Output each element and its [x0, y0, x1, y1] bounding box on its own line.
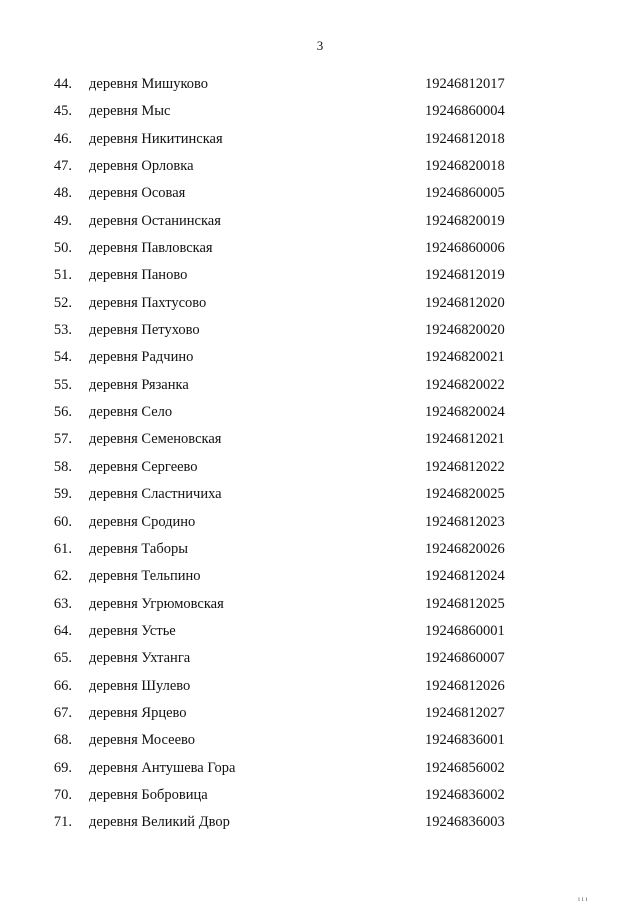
- item-number: 68.: [53, 732, 72, 749]
- list-item: [0, 700, 640, 727]
- settlement-name: деревня Ярцево: [89, 704, 187, 721]
- list-item: [0, 344, 640, 371]
- settlement-name: деревня Угрюмовская: [89, 595, 224, 612]
- oktmo-code: 19246856002: [425, 759, 505, 776]
- settlement-name: деревня Мишуково: [89, 76, 209, 92]
- oktmo-code: 19246812024: [425, 568, 505, 585]
- oktmo-code: 19246812019: [425, 267, 505, 284]
- list-item: [0, 71, 640, 98]
- list-item: [0, 426, 640, 453]
- settlement-name: деревня Таборы: [89, 540, 188, 557]
- settlement-name: деревня Рязанка: [89, 376, 189, 393]
- list-item: [0, 673, 640, 700]
- list-item: [0, 645, 640, 672]
- settlement-name: деревня Шулево: [89, 677, 191, 694]
- item-number: 64.: [53, 622, 72, 639]
- item-number: 46.: [53, 130, 72, 147]
- list-item: [0, 618, 640, 645]
- settlement-name: деревня Павловская: [89, 240, 213, 257]
- settlement-name: деревня Великий Двор: [89, 814, 230, 831]
- item-number: 44.: [53, 76, 72, 92]
- list-item: [0, 481, 640, 508]
- corner-marks: ı ı ı: [578, 895, 588, 903]
- oktmo-code: 19246820018: [425, 158, 505, 175]
- oktmo-code: 19246812018: [425, 130, 505, 147]
- settlement-name: деревня Петухово: [89, 322, 200, 339]
- settlement-name: деревня Осовая: [89, 185, 186, 202]
- settlement-name: деревня Паново: [89, 267, 188, 284]
- list-item: [0, 235, 640, 262]
- settlement-name: деревня Устье: [89, 622, 176, 639]
- item-number: 67.: [53, 704, 72, 721]
- settlement-name: деревня Мосеево: [89, 732, 196, 749]
- settlement-name: деревня Радчино: [89, 349, 194, 366]
- oktmo-code: 19246836002: [425, 786, 505, 803]
- item-number: 48.: [53, 185, 72, 202]
- settlement-name: деревня Останинская: [89, 212, 221, 229]
- oktmo-code: 19246860005: [425, 185, 505, 202]
- settlement-name: деревня Никитинская: [89, 130, 223, 147]
- oktmo-code: 19246812025: [425, 595, 505, 612]
- settlement-name: деревня Мыс: [89, 103, 171, 120]
- settlement-name: деревня Тельпино: [89, 568, 201, 585]
- settlement-name: деревня Пахтусово: [89, 294, 207, 311]
- item-number: 52.: [53, 294, 72, 311]
- oktmo-code: 19246820024: [425, 404, 505, 421]
- settlement-name: деревня Орловка: [89, 158, 194, 175]
- settlement-name: деревня Село: [89, 404, 173, 421]
- oktmo-code: 19246812020: [425, 294, 505, 311]
- item-number: 63.: [53, 595, 72, 612]
- list-item: [0, 290, 640, 317]
- item-number: 53.: [53, 322, 72, 339]
- list-item: [0, 153, 640, 180]
- oktmo-code: 19246812026: [425, 677, 505, 694]
- item-number: 55.: [53, 376, 72, 393]
- oktmo-code: 19246836003: [425, 814, 505, 831]
- oktmo-code: 19246820022: [425, 376, 505, 393]
- oktmo-code: 19246820019: [425, 212, 505, 229]
- settlement-name: деревня Сластничиха: [89, 486, 222, 503]
- page-number: 3: [316, 38, 324, 53]
- oktmo-code: 19246836001: [425, 732, 505, 749]
- item-number: 66.: [53, 677, 72, 694]
- item-number: 54.: [53, 349, 72, 366]
- oktmo-code: 19246812023: [425, 513, 505, 530]
- settlement-name: деревня Ухтанга: [89, 650, 191, 667]
- settlement-name: деревня Бобровица: [89, 786, 208, 803]
- list-item: [0, 727, 640, 754]
- item-number: 51.: [53, 267, 72, 284]
- list-item: [0, 563, 640, 590]
- oktmo-code: 19246860001: [425, 622, 505, 639]
- item-number: 49.: [53, 212, 72, 229]
- oktmo-code: 19246860004: [425, 103, 505, 120]
- item-number: 58.: [53, 458, 72, 475]
- item-number: 71.: [53, 814, 72, 831]
- oktmo-code: 19246820026: [425, 540, 505, 557]
- list-item: [0, 536, 640, 563]
- oktmo-code: 19246860006: [425, 240, 505, 257]
- settlement-name: деревня Сродино: [89, 513, 196, 530]
- item-number: 45.: [53, 103, 72, 120]
- list-item: [0, 509, 640, 536]
- list-item: [0, 317, 640, 344]
- list-item: [0, 208, 640, 235]
- item-number: 50.: [53, 240, 72, 257]
- oktmo-code: 19246812021: [425, 431, 505, 448]
- item-number: 60.: [53, 513, 72, 530]
- item-number: 65.: [53, 650, 72, 667]
- list-item: [0, 126, 640, 153]
- list-item: [0, 809, 640, 836]
- oktmo-code: 19246860007: [425, 650, 505, 667]
- oktmo-code: 19246812022: [425, 458, 505, 475]
- item-number: 61.: [53, 540, 72, 557]
- settlement-name: деревня Антушева Гора: [89, 759, 236, 776]
- item-number: 57.: [53, 431, 72, 448]
- list-item: [0, 372, 640, 399]
- list-item: [0, 399, 640, 426]
- settlement-name: деревня Сергеево: [89, 458, 198, 475]
- list-item: [0, 180, 640, 207]
- oktmo-code: 19246820025: [425, 486, 505, 503]
- list-item: [0, 782, 640, 809]
- list-item: [0, 591, 640, 618]
- item-number: 56.: [53, 404, 72, 421]
- oktmo-code: 19246820020: [425, 322, 505, 339]
- item-number: 59.: [53, 486, 72, 503]
- settlement-list: [0, 71, 640, 837]
- item-number: 70.: [53, 786, 72, 803]
- list-item: [0, 454, 640, 481]
- item-number: 47.: [53, 158, 72, 175]
- list-item: [0, 98, 640, 125]
- list-item: [0, 262, 640, 289]
- item-number: 62.: [53, 568, 72, 585]
- oktmo-code: 19246812027: [425, 704, 505, 721]
- oktmo-code: 19246812017: [425, 76, 505, 92]
- list-item: [0, 755, 640, 782]
- oktmo-code: 19246820021: [425, 349, 505, 366]
- settlement-name: деревня Семеновская: [89, 431, 222, 448]
- item-number: 69.: [53, 759, 72, 776]
